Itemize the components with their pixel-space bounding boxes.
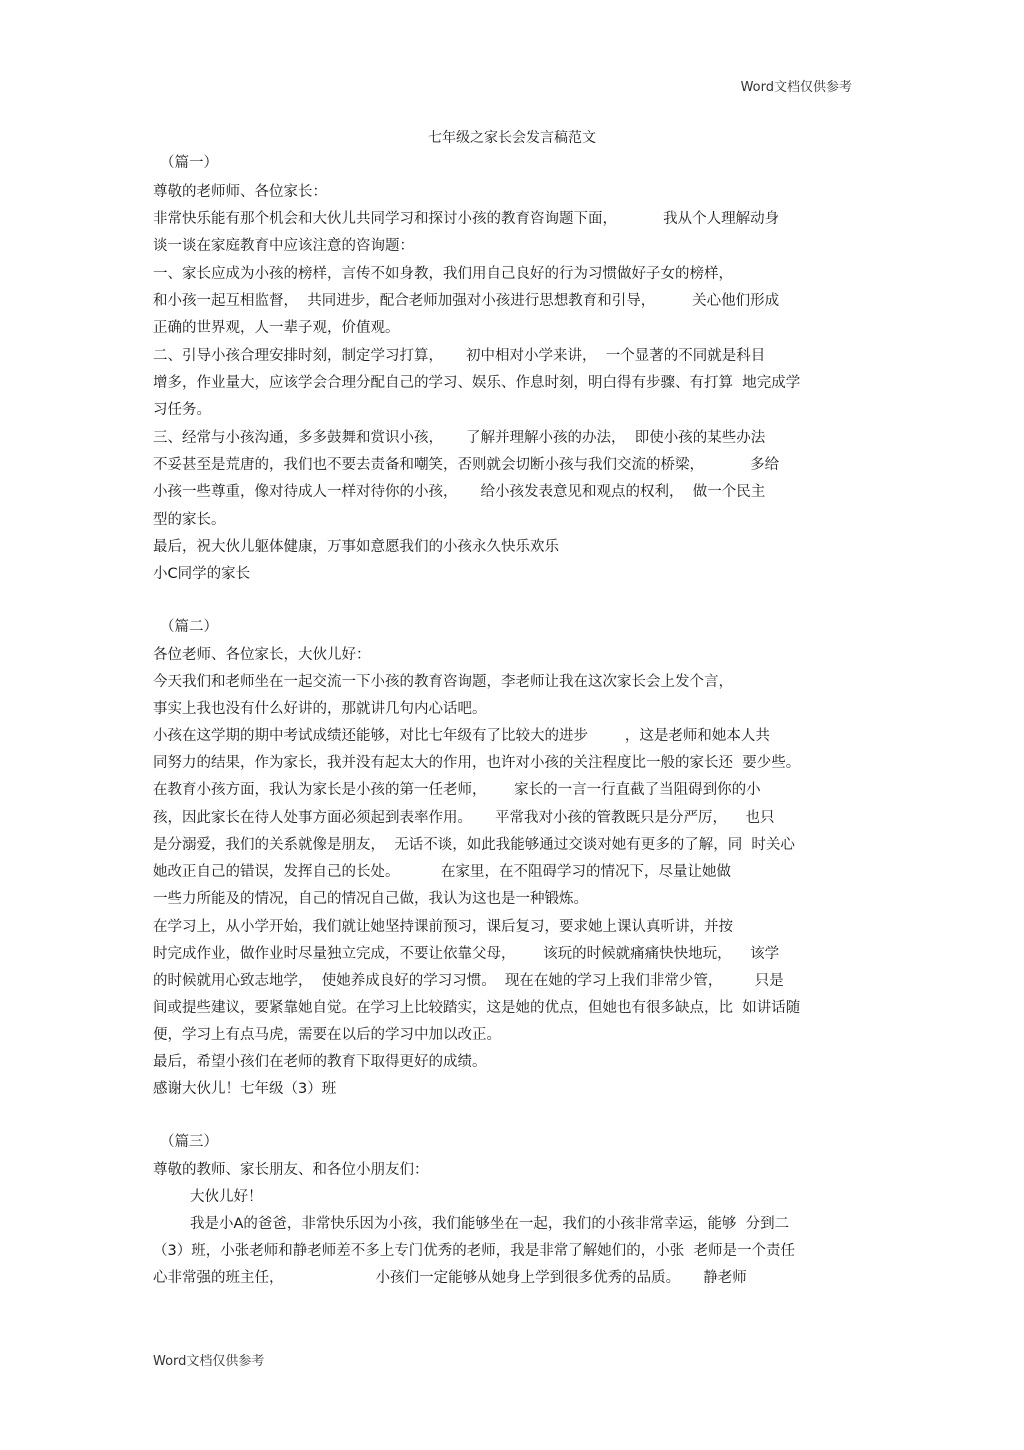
text-line: 感谢大伙儿！七年级（3）班 [153, 1081, 337, 1097]
text-line: 小C同学的家长 [153, 566, 251, 582]
text-line: （3）班，小张老师和静老师差不多上专门优秀的老师，我是非常了解她们的，小张 老师是一个责任 [153, 1243, 795, 1259]
text-line: 习任务。 [153, 402, 211, 418]
text-line: 心非常强的班主任， 小孩们一定能够从她身上学到很多优秀的品质。 静老师 [153, 1270, 747, 1286]
document-title: 七年级之家长会发言稿范文 [428, 130, 596, 146]
text-line: 是分溺爱，我们的关系就像是朋友， 无话不谈，如此我能够通过交谈对她有更多的了解，同 时关心 [153, 837, 795, 853]
text-line: 最后，祝大伙儿躯体健康，万事如意愿我们的小孩永久快乐欢乐 [153, 539, 559, 555]
text-line: 在学习上，从小学开始，我们就让她坚持课前预习，课后复习，要求她上课认真听讲，并按 [153, 919, 733, 935]
text-line: 今天我们和老师坐在一起交流一下小孩的教育咨询题，李老师让我在这次家长会上发个言， [153, 674, 733, 690]
text-line: 增多，作业量大，应该学会合理分配自己的学习、娱乐、作息时刻，明白得有步骤、有打算 地完成学 [153, 375, 801, 391]
text-line: （篇一） [160, 155, 218, 171]
text-line: 尊敬的老师师、各位家长： [153, 184, 327, 200]
text-line: 便，学习上有点马虎，需要在以后的学习中加以改正。 [153, 1027, 501, 1043]
text-line: （篇二） [160, 619, 218, 635]
text-line: 各位老师、各位家长，大伙儿好： [153, 647, 371, 663]
page-header: Word文档仅供参考 [740, 80, 852, 95]
page-footer: Word文档仅供参考 [153, 1354, 265, 1369]
text-line: （篇三） [160, 1134, 218, 1150]
text-line: 小孩在这学期的期中考试成绩还能够，对比七年级有了比较大的进步 ，这是老师和她本人共 [153, 728, 770, 744]
text-line: 大伙儿好！ [190, 1189, 263, 1205]
text-line: 一、家长应成为小孩的榜样，言传不如身教，我们用自己良好的行为习惯做好子女的榜样， [153, 266, 733, 282]
text-line: 间或提些建议，要紧靠她自觉。在学习上比较踏实，这是她的优点，但她也有很多缺点，比 如讲话随 [153, 1000, 801, 1016]
text-line: 三、经常与小孩沟通，多多鼓舞和赏识小孩， 了解并理解小孩的办法， 即使小孩的某些办法 [153, 430, 766, 446]
text-line: 型的家长。 [153, 512, 226, 528]
text-line: 谈一谈在家庭教育中应该注意的咨询题： [153, 238, 414, 254]
text-line: 和小孩一起互相监督， 共同进步，配合老师加强对小孩进行思想教育和引导， 关心他们形成 [153, 293, 780, 309]
text-line: 时完成作业，做作业时尽量独立完成，不要让依靠父母， 该玩的时候就痛痛快快地玩， 该学 [153, 946, 780, 962]
text-line: 二、引导小孩合理安排时刻，制定学习打算， 初中相对小学来讲， 一个显著的不同就是科目 [153, 348, 766, 364]
text-line: 不妥甚至是荒唐的，我们也不要去责备和嘲笑，否则就会切断小孩与我们交流的桥梁， 多给 [153, 457, 780, 473]
text-line: 的时候就用心致志地学， 使她养成良好的学习习惯。 现在在她的学习上我们非常少管， 只是 [153, 973, 784, 989]
text-line: 她改正自己的错误，发挥自己的长处。 在家里，在不阻碍学习的情况下，尽量让她做 [153, 864, 731, 880]
text-line: 我是小A的爸爸，非常快乐因为小孩，我们能够坐在一起，我们的小孩非常幸运，能够 分到二 [190, 1216, 790, 1232]
text-line: 事实上我也没有什么好讲的，那就讲几句内心话吧。 [153, 701, 487, 717]
text-line: 最后，希望小孩们在老师的教育下取得更好的成绩。 [153, 1054, 487, 1070]
text-line: 孩，因此家长在待人处事方面必须起到表率作用。 平常我对小孩的管教既只是分严厉， 也只 [153, 810, 775, 826]
text-line: 同努力的结果，作为家长，我并没有起太大的作用，也许对小孩的关注程度比一般的家长还 要少些。 [153, 755, 801, 771]
text-line: 非常快乐能有那个机会和大伙儿共同学习和探讨小孩的教育咨询题下面， 我从个人理解动身 [153, 211, 780, 227]
text-line: 尊敬的教师、家长朋友、和各位小朋友们： [153, 1162, 429, 1178]
text-line: 在教育小孩方面，我认为家长是小孩的第一任老师， 家长的一言一行直截了当阻碍到你的小 [153, 782, 761, 798]
text-line: 正确的世界观，人一辈子观，价值观。 [153, 320, 400, 336]
text-line: 一些力所能及的情况，自己的情况自己做，我认为这也是一种锻炼。 [153, 891, 588, 907]
text-line: 小孩一些尊重，像对待成人一样对待你的小孩， 给小孩发表意见和观点的权利， 做一个民主 [153, 484, 766, 500]
